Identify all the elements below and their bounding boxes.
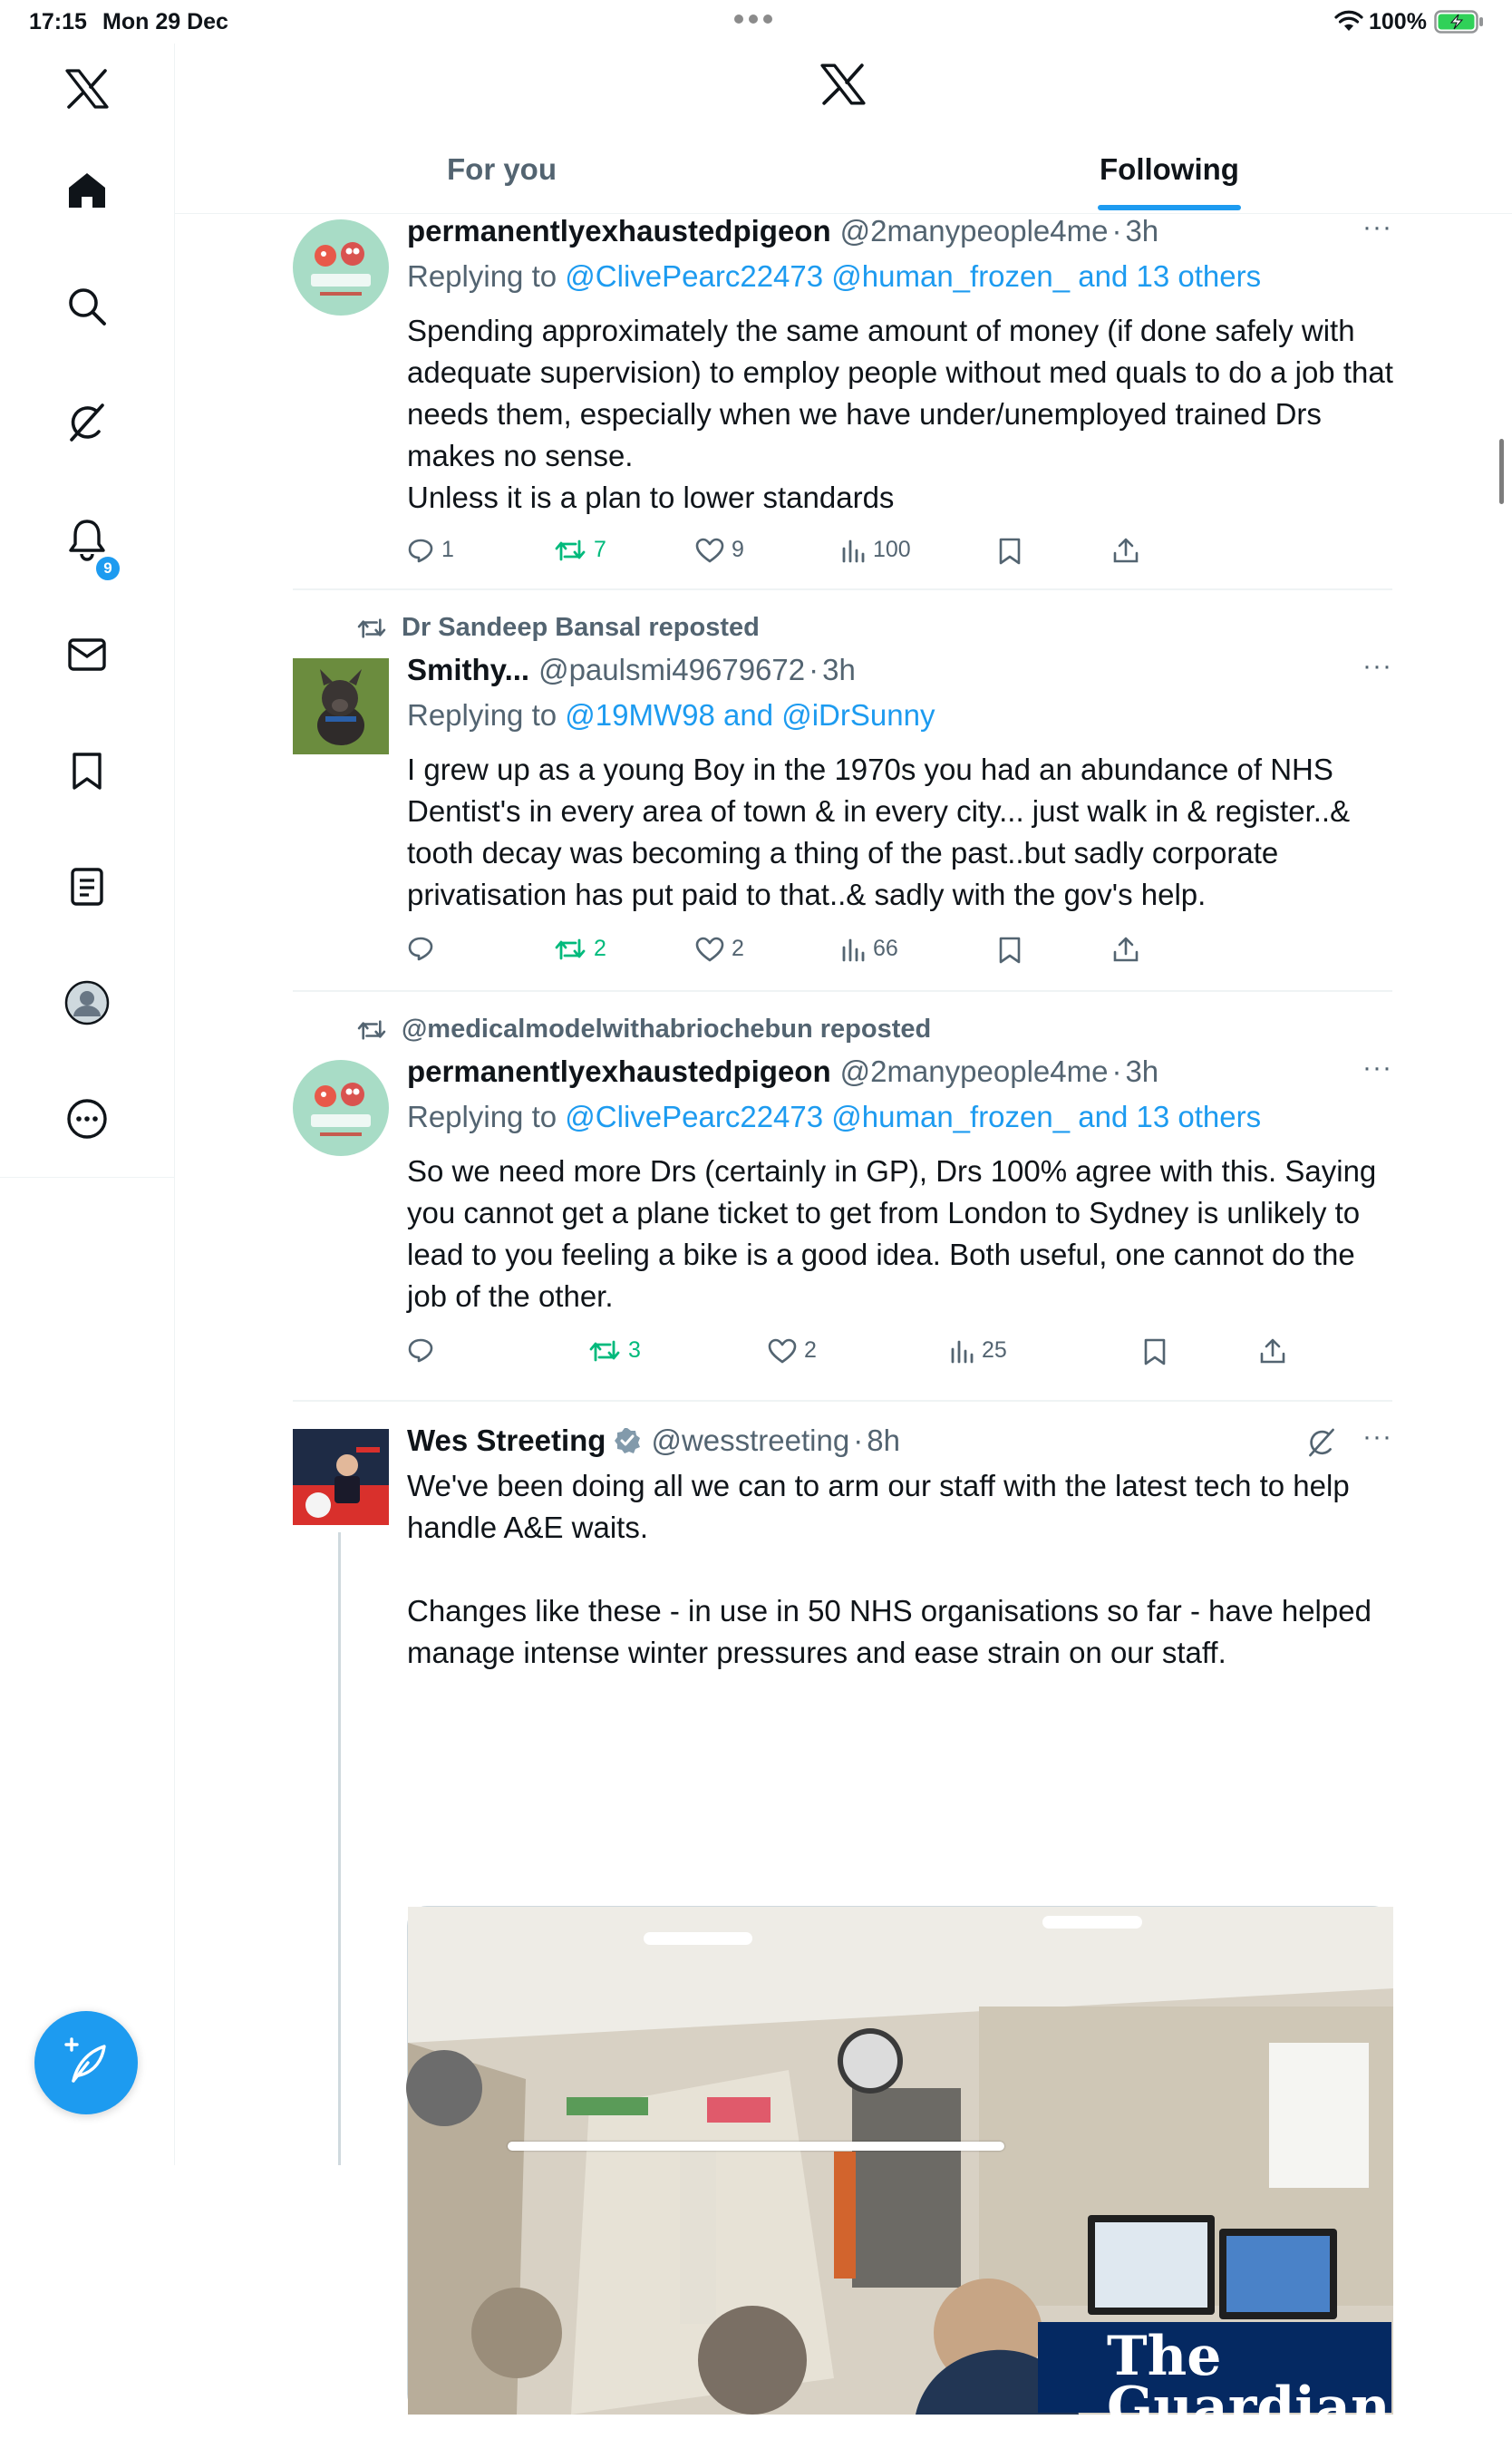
like-button[interactable]: 9 — [695, 537, 744, 563]
grok-icon[interactable] — [60, 395, 114, 450]
active-tab-indicator — [1098, 205, 1241, 210]
tweet-actions — [407, 936, 1392, 972]
multitasking-dots-icon[interactable] — [734, 15, 772, 24]
home-indicator[interactable] — [508, 2142, 1004, 2151]
more-options-icon[interactable]: ··· — [1362, 212, 1392, 242]
reply-button[interactable]: 1 — [407, 537, 454, 563]
grok-icon[interactable] — [1306, 1427, 1337, 1458]
x-logo-icon[interactable] — [60, 62, 114, 116]
replying-to: Replying to @ClivePearc22473 @human_frozen_ and 13 others — [407, 1100, 1262, 1133]
views-button[interactable]: 25 — [949, 1337, 1007, 1364]
user-handle[interactable]: @wesstreeting — [651, 1424, 850, 1457]
tweet[interactable] — [293, 214, 1392, 586]
tweet-divider — [293, 588, 1392, 590]
share-button[interactable] — [1112, 537, 1139, 564]
bookmark-button[interactable] — [1143, 1337, 1167, 1366]
tab-for-you[interactable]: For you — [447, 152, 557, 186]
repost-icon — [356, 1018, 387, 1042]
reply-button[interactable] — [407, 936, 441, 961]
avatar[interactable] — [293, 658, 389, 754]
display-name[interactable]: Wes Streeting — [407, 1424, 606, 1457]
reply-icon — [407, 936, 434, 961]
messages-icon[interactable] — [60, 627, 114, 682]
replying-to: Replying to @19MW98 and @iDrSunny — [407, 698, 935, 732]
tweet-text: I grew up as a young Boy in the 1970s you had an abundance of NHS Dentist's in every area of town & in every city... just walk in & register..& tooth decay was becoming a thing of the past..but sadly corporate privatisation has put paid to that..& sadly with the gov's help. — [407, 753, 1351, 911]
like-button[interactable]: 2 — [695, 936, 744, 962]
sidebar — [0, 44, 175, 2165]
status-bar — [0, 0, 1512, 44]
search-icon[interactable] — [60, 279, 114, 334]
share-icon — [1112, 537, 1139, 564]
views-chart-icon — [840, 538, 866, 563]
tweet-header: Smithy... @paulsmi49679672 · 3h — [407, 653, 856, 686]
status-date: Mon 29 Dec — [102, 9, 228, 34]
tweet-divider — [293, 1400, 1392, 1402]
repost-icon — [356, 617, 387, 640]
battery-charging-icon — [1434, 10, 1485, 34]
repost-icon — [588, 1338, 621, 1364]
bookmark-button[interactable] — [998, 936, 1022, 965]
tweet-time: 8h — [867, 1424, 900, 1457]
avatar[interactable] — [293, 219, 389, 316]
bookmark-icon — [1143, 1337, 1167, 1366]
x-logo-icon — [820, 63, 866, 110]
tweet-header: permanentlyexhaustedpigeon @2manypeople4me · 3h — [407, 214, 1159, 248]
share-button[interactable] — [1259, 1337, 1286, 1365]
compose-post-button[interactable] — [34, 2011, 138, 2114]
tweet-time: 3h — [1125, 1054, 1159, 1088]
lists-icon[interactable] — [60, 860, 114, 914]
display-name[interactable]: permanentlyexhaustedpigeon — [407, 1054, 831, 1088]
views-button[interactable]: 100 — [840, 537, 911, 563]
share-icon — [1112, 936, 1139, 963]
home-icon[interactable] — [60, 163, 114, 218]
repost-indicator: @medicalmodelwithabriochebun reposted — [356, 1015, 931, 1045]
status-time: 17:15 — [29, 9, 87, 34]
like-button[interactable]: 2 — [768, 1337, 817, 1364]
timeline-feed — [175, 212, 1512, 2439]
user-handle[interactable]: @paulsmi49679672 — [538, 653, 806, 686]
tab-following[interactable]: Following — [1100, 152, 1239, 186]
tweet-text: Spending approximately the same amount of money (if done safely with adequate supervision) to employ people without med quals to do a job that needs them, especially when we have under/unemployed trained Drs makes no sense. Unless it is a plan to lower standards — [407, 314, 1393, 514]
share-icon — [1259, 1337, 1286, 1365]
tweet-time: 3h — [1125, 214, 1159, 248]
repost-icon — [554, 538, 586, 563]
heart-icon — [695, 937, 724, 962]
tweet-text: So we need more Drs (certainly in GP), Drs 100% agree with this. Saying you cannot get a plane ticket to get from London to Sydney is unlikely to lead to you feeling a bike is a good idea. Both useful, one cannot do the job of the other. — [407, 1154, 1377, 1313]
avatar[interactable] — [293, 1060, 389, 1156]
tweet-actions — [407, 1337, 1392, 1374]
repost-indicator: Dr Sandeep Bansal reposted — [356, 613, 760, 643]
tweet[interactable] — [293, 613, 1392, 976]
tweet[interactable] — [293, 1015, 1392, 1395]
replying-to-links[interactable]: @ClivePearc22473 @human_frozen_ and 13 others — [565, 1100, 1262, 1133]
sidebar-divider — [0, 1177, 175, 1178]
views-chart-icon — [949, 1338, 974, 1364]
tweet-header: Wes Streeting @wesstreeting · 8h — [407, 1424, 900, 1457]
notification-badge: 9 — [94, 555, 121, 582]
tweet-media-image[interactable] — [407, 1906, 1392, 2439]
replying-to-links[interactable]: @ClivePearc22473 @human_frozen_ and 13 others — [565, 259, 1262, 293]
verified-badge-icon — [613, 1426, 642, 1455]
bookmark-button[interactable] — [998, 537, 1022, 566]
guardian-logo: The Guardian — [1038, 2322, 1391, 2413]
tweet-actions — [407, 537, 1392, 573]
tweet-time: 3h — [822, 653, 856, 686]
reply-icon — [407, 1337, 434, 1363]
compose-feather-icon — [61, 2037, 111, 2088]
repost-button[interactable]: 2 — [554, 936, 606, 962]
reply-icon — [407, 538, 434, 563]
reply-button[interactable] — [407, 1337, 441, 1363]
replying-to-links[interactable]: @19MW98 and @iDrSunny — [565, 698, 935, 732]
bookmark-icon — [998, 936, 1022, 965]
share-button[interactable] — [1112, 936, 1139, 963]
tweet-text: We've been doing all we can to arm our staff with the latest tech to help handle A&E waits. Changes like these - in use in 50 NHS organisations so far - have helped manage intense winter pressures and ease strain on our staff. — [407, 1469, 1371, 1669]
more-options-icon[interactable]: ··· — [1362, 1422, 1392, 1452]
profile-avatar-icon[interactable] — [60, 976, 114, 1030]
tweet[interactable] — [293, 1420, 1392, 2439]
tweet-divider — [293, 990, 1392, 992]
replying-to: Replying to @ClivePearc22473 @human_frozen_ and 13 others — [407, 259, 1262, 293]
display-name[interactable]: permanentlyexhaustedpigeon — [407, 214, 831, 248]
more-options-icon[interactable]: ··· — [1362, 651, 1392, 681]
timeline-header — [175, 44, 1512, 214]
views-button[interactable]: 66 — [840, 936, 898, 962]
display-name[interactable]: Smithy... — [407, 653, 530, 686]
avatar[interactable] — [293, 1429, 389, 1525]
tweet-header: permanentlyexhaustedpigeon @2manypeople4me · 3h — [407, 1054, 1159, 1088]
views-chart-icon — [840, 937, 866, 962]
repost-button[interactable]: 3 — [588, 1337, 641, 1364]
bookmarks-icon[interactable] — [60, 743, 114, 798]
more-options-icon[interactable] — [60, 1092, 114, 1146]
wifi-icon — [1334, 11, 1363, 33]
user-handle[interactable]: @2manypeople4me — [839, 214, 1109, 248]
bookmark-icon — [998, 537, 1022, 566]
repost-button[interactable]: 7 — [554, 537, 606, 563]
battery-percent: 100% — [1369, 9, 1427, 34]
heart-icon — [768, 1338, 797, 1364]
more-options-icon[interactable]: ··· — [1362, 1053, 1392, 1083]
user-handle[interactable]: @2manypeople4me — [839, 1054, 1109, 1088]
heart-icon — [695, 538, 724, 563]
repost-icon — [554, 937, 586, 962]
